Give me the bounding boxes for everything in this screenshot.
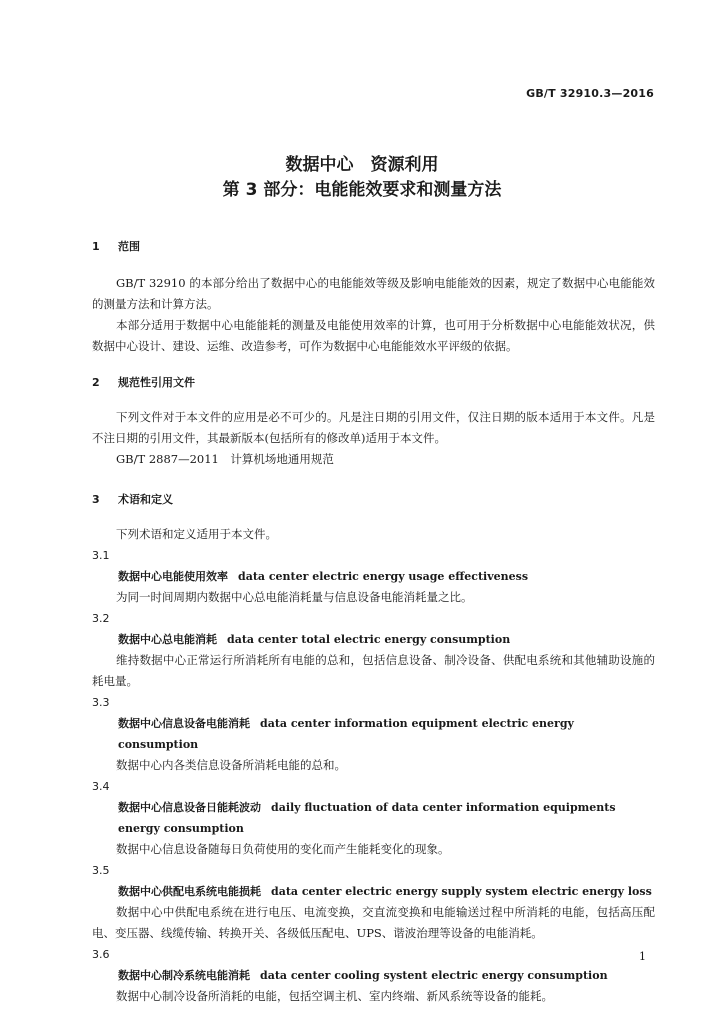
term-definition: 数据中心制冷设备所消耗的电能，包括空调主机、室内终端、新风系统等设备的能耗。	[116, 989, 553, 1003]
term-en: data center electric energy supply system electric energy loss	[271, 885, 652, 898]
term-definition: 数据中心内各类信息设备所消耗电能的总和。	[116, 758, 346, 772]
paragraph: 下列术语和定义适用于本文件。	[116, 527, 277, 541]
term-zh: 数据中心信息设备电能消耗	[118, 717, 250, 730]
section-title: 术语和定义	[118, 493, 173, 506]
document-title-line2: 第 3 部分：电能能效要求和测量方法	[222, 180, 502, 200]
term-en: data center electric energy usage effectiveness	[238, 570, 529, 583]
term-zh: 数据中心信息设备日能耗波动	[118, 801, 261, 814]
term-index: 3.4	[92, 780, 110, 793]
term-definition: 为同一时间周期内数据中心总电能消耗量与信息设备电能消耗量之比。	[116, 590, 473, 604]
section-3-body	[92, 524, 655, 1007]
term-definition: 维持数据中心正常运行所消耗所有电能的总和，包括信息设备、制冷设备、供配电系统和其他辅助设施的耗电量。	[92, 653, 655, 688]
term-index: 3.5	[92, 864, 110, 877]
section-2-body	[92, 407, 655, 470]
term-en: data center information equipment electric energy consumption	[118, 717, 574, 751]
section-title: 规范性引用文件	[118, 376, 195, 389]
term-definition: 数据中心中供配电系统在进行电压、电流变换，交直流变换和电能输送过程中所消耗的电能，包括高压配电、变压器、线缆传输、转换开关、各级低压配电、UPS、谐波治理等设备的电能消耗。	[92, 905, 655, 940]
paragraph: 本部分适用于数据中心电能能耗的测量及电能使用效率的计算，也可用于分析数据中心电能能效状况，供数据中心设计、建设、运维、改造参考，可作为数据中心电能能效水平评级的依据。	[92, 318, 655, 353]
section-2-heading	[92, 374, 195, 390]
paragraph: GB/T 32910 的本部分给出了数据中心的电能能效等级及影响电能能效的因素，规定了数据中心电能能效的测量方法和计算方法。	[92, 276, 655, 311]
term-heading	[92, 965, 655, 986]
normative-reference: GB/T 2887—2011 计算机场地通用规范	[116, 452, 334, 466]
section-title: 范围	[118, 240, 140, 253]
term-heading	[92, 629, 655, 650]
term-en: daily fluctuation of data center information equipments energy consumption	[118, 801, 616, 835]
term-index: 3.1	[92, 549, 110, 562]
term-heading	[92, 881, 655, 902]
term-zh: 数据中心制冷系统电能消耗	[118, 969, 250, 982]
term-index: 3.3	[92, 696, 110, 709]
section-number: 1	[92, 240, 100, 253]
document-title-line1: 数据中心 资源利用	[285, 155, 439, 175]
term-zh: 数据中心总电能消耗	[118, 633, 217, 646]
section-number: 2	[92, 376, 100, 389]
term-en: data center total electric energy consumption	[227, 633, 511, 646]
section-1-body	[92, 273, 655, 357]
term-heading	[92, 566, 655, 587]
term-index: 3.6	[92, 948, 110, 961]
term-index: 3.2	[92, 612, 110, 625]
page-number: 1	[639, 950, 646, 963]
term-heading	[92, 713, 655, 755]
term-heading	[92, 797, 655, 839]
term-definition: 数据中心信息设备随每日负荷使用的变化而产生能耗变化的现象。	[116, 842, 450, 856]
term-zh: 数据中心电能使用效率	[118, 570, 228, 583]
paragraph: 下列文件对于本文件的应用是必不可少的。凡是注日期的引用文件，仅注日期的版本适用于本文件。凡是不注日期的引用文件，其最新版本(包括所有的修改单)适用于本文件。	[92, 410, 655, 445]
section-3-heading	[92, 491, 173, 507]
standard-code: GB/T 32910.3—2016	[526, 87, 654, 100]
section-number: 3	[92, 493, 100, 506]
term-en: data center cooling systent electric energy consumption	[260, 969, 608, 982]
term-zh: 数据中心供配电系统电能损耗	[118, 885, 261, 898]
section-1-heading	[92, 238, 140, 254]
